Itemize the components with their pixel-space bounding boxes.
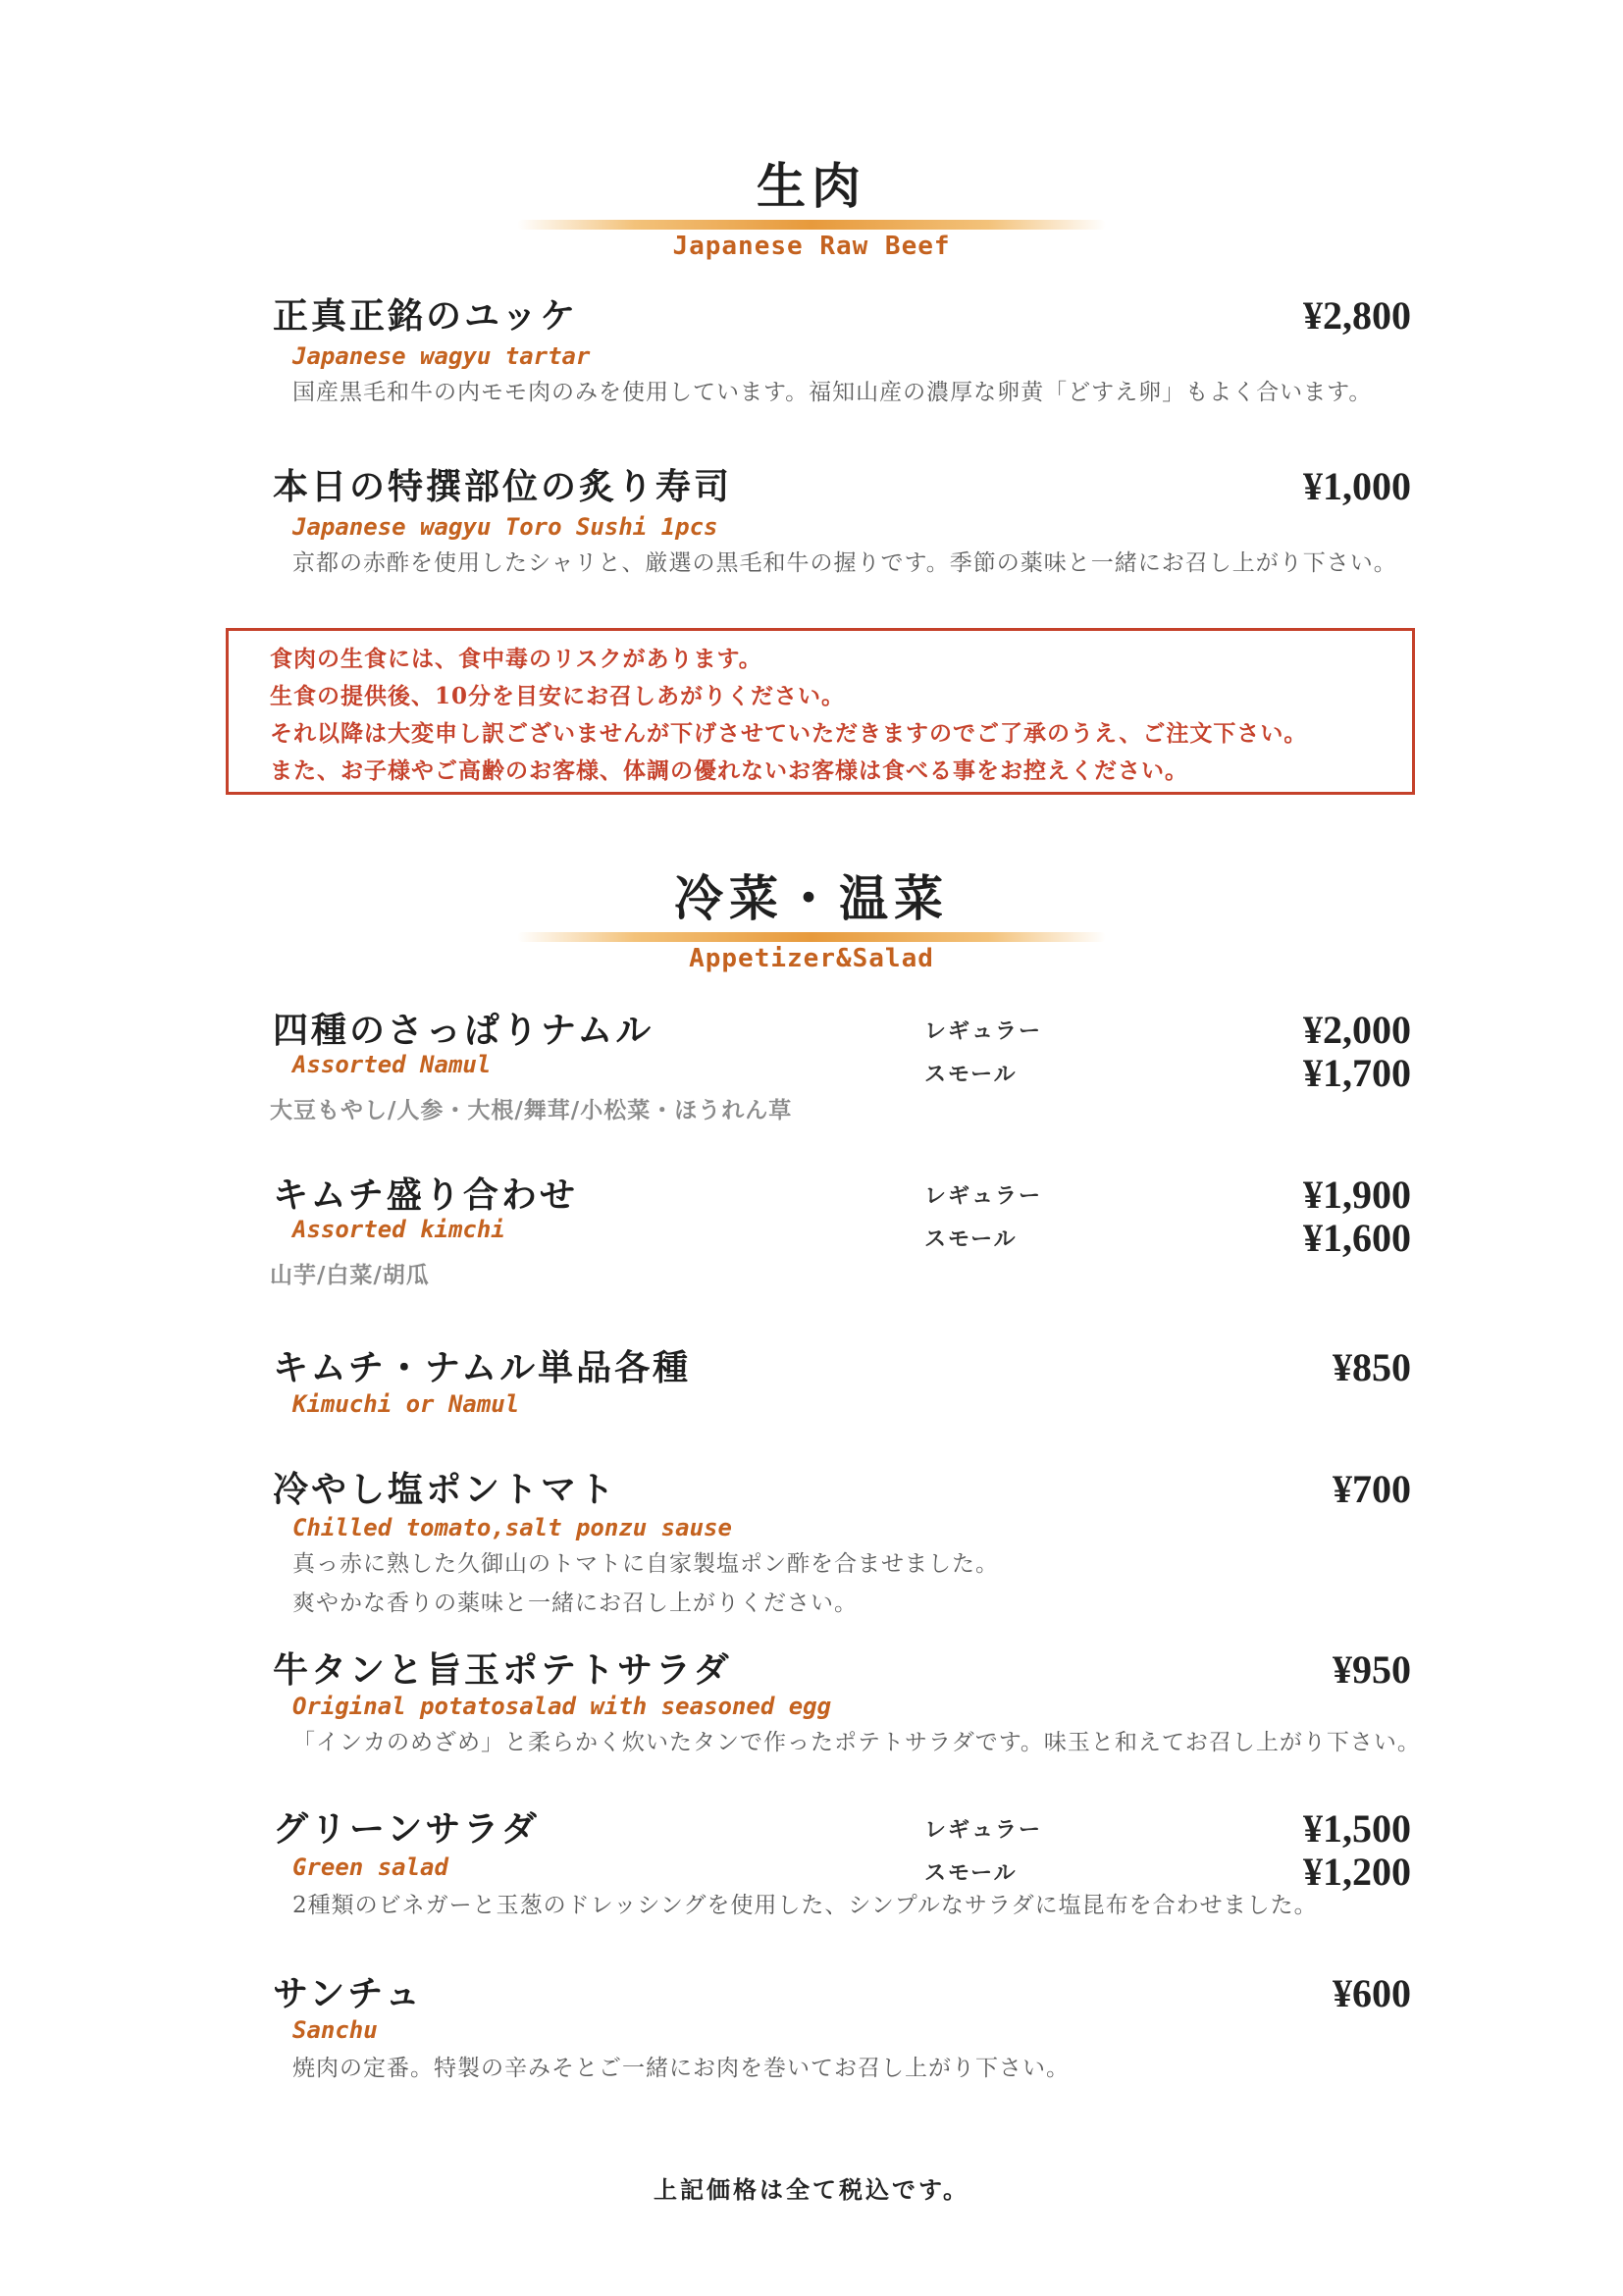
- item-name: キムチ盛り合わせ: [273, 1174, 578, 1216]
- item-name: サンチュ: [273, 1973, 424, 2014]
- section-divider: [517, 220, 1106, 230]
- item-english-name: Assorted kimchi: [292, 1216, 505, 1243]
- item-description: 2種類のビネガーと玉葱のドレッシングを使用した、シンプルなサラダに塩昆布を合わせました。: [292, 1893, 1318, 1918]
- warning-line: また、お子様やご高齢のお客様、体調の優れないお客様は食べる事をお控えください。: [270, 757, 1188, 784]
- item-english-name: Original potatosalad with seasoned egg: [292, 1693, 832, 1720]
- size-small: スモール: [924, 1226, 1018, 1252]
- item-english-name: Japanese wagyu tartar: [292, 342, 591, 370]
- item-english-name: Japanese wagyu Toro Sushi 1pcs: [292, 513, 718, 541]
- item-price: ¥1,000: [1303, 464, 1411, 508]
- warning-line: それ以降は大変申し訳ございませんが下げさせていただきますのでご了承のうえ、ご注文下さい。: [270, 720, 1308, 747]
- item-name: 牛タンと旨玉ポテトサラダ: [273, 1649, 732, 1691]
- warning-line: 食肉の生食には、食中毒のリスクがあります。: [270, 646, 762, 672]
- item-description: 「インカのめざめ」と柔らかく炊いたタンで作ったポテトサラダです。味玉と和えてお召し上がり下さい。: [292, 1730, 1421, 1755]
- price-regular: ¥1,900: [1303, 1173, 1411, 1217]
- item-english-name: Kimuchi or Namul: [292, 1390, 520, 1418]
- item-name: 四種のさっぱりナムル: [273, 1010, 654, 1051]
- size-regular: レギュラー: [924, 1018, 1043, 1044]
- price-regular: ¥2,000: [1303, 1008, 1411, 1052]
- item-english-name: Sanchu: [292, 2016, 378, 2044]
- item-name: 本日の特撰部位の炙り寿司: [273, 466, 733, 507]
- item-price: ¥2,800: [1303, 293, 1411, 338]
- item-description: 焼肉の定番。特製の辛みそとご一緒にお肉を巻いてお召し上がり下さい。: [292, 2056, 1070, 2081]
- section-header-raw-beef: [0, 157, 1623, 261]
- item-price: ¥700: [1333, 1467, 1411, 1511]
- item-description: 爽やかな香りの薬味と一緒にお召し上がりください。: [292, 1591, 858, 1616]
- item-name: 冷やし塩ポントマト: [273, 1469, 618, 1510]
- item-description: 京都の赤酢を使用したシャリと、厳選の黒毛和牛の握りです。季節の薬味と一緒にお召し上がり下さい。: [292, 550, 1397, 576]
- price-small: ¥1,200: [1303, 1850, 1411, 1894]
- section-header-appetizer: [0, 869, 1623, 973]
- section-subtitle: Japanese Raw Beef: [672, 232, 951, 261]
- size-small: スモール: [924, 1062, 1018, 1087]
- item-name: 正真正銘のユッケ: [273, 295, 579, 337]
- size-regular: レギュラー: [924, 1817, 1043, 1843]
- section-title: 冷菜・温菜: [674, 869, 949, 927]
- item-name: グリーンサラダ: [273, 1808, 540, 1850]
- price-small: ¥1,600: [1303, 1216, 1411, 1260]
- price-small: ¥1,700: [1303, 1051, 1411, 1095]
- item-price: ¥950: [1333, 1647, 1411, 1692]
- item-description: 大豆もやし/人参・大根/舞茸/小松菜・ほうれん草: [270, 1097, 793, 1123]
- item-description: 真っ赤に熟した久御山のトマトに自家製塩ポン酢を合ませました。: [292, 1551, 999, 1577]
- item-english-name: Assorted Namul: [292, 1051, 492, 1078]
- item-english-name: Chilled tomato,salt ponzu sause: [292, 1514, 732, 1541]
- item-description: 山芋/白菜/胡瓜: [270, 1262, 430, 1288]
- price-regular: ¥1,500: [1303, 1806, 1411, 1851]
- item-price: ¥600: [1333, 1971, 1411, 2015]
- item-price: ¥850: [1333, 1345, 1411, 1389]
- warning-line: 生食の提供後、10分を目安にお召しあがりください。: [270, 683, 846, 709]
- size-regular: レギュラー: [924, 1183, 1043, 1209]
- item-description: 国産黒毛和牛の内モモ肉のみを使用しています。福知山産の濃厚な卵黄「どすえ卵」もよく合います。: [292, 380, 1373, 405]
- section-title: 生肉: [757, 157, 866, 215]
- tax-note: 上記価格は全て税込です。: [653, 2175, 970, 2204]
- section-subtitle: Appetizer&Salad: [689, 944, 934, 973]
- size-small: スモール: [924, 1860, 1018, 1886]
- item-english-name: Green salad: [292, 1853, 448, 1881]
- item-name: キムチ・ナムル単品各種: [273, 1347, 692, 1388]
- raw-meat-warning-box: [226, 628, 1415, 795]
- section-divider: [517, 932, 1106, 942]
